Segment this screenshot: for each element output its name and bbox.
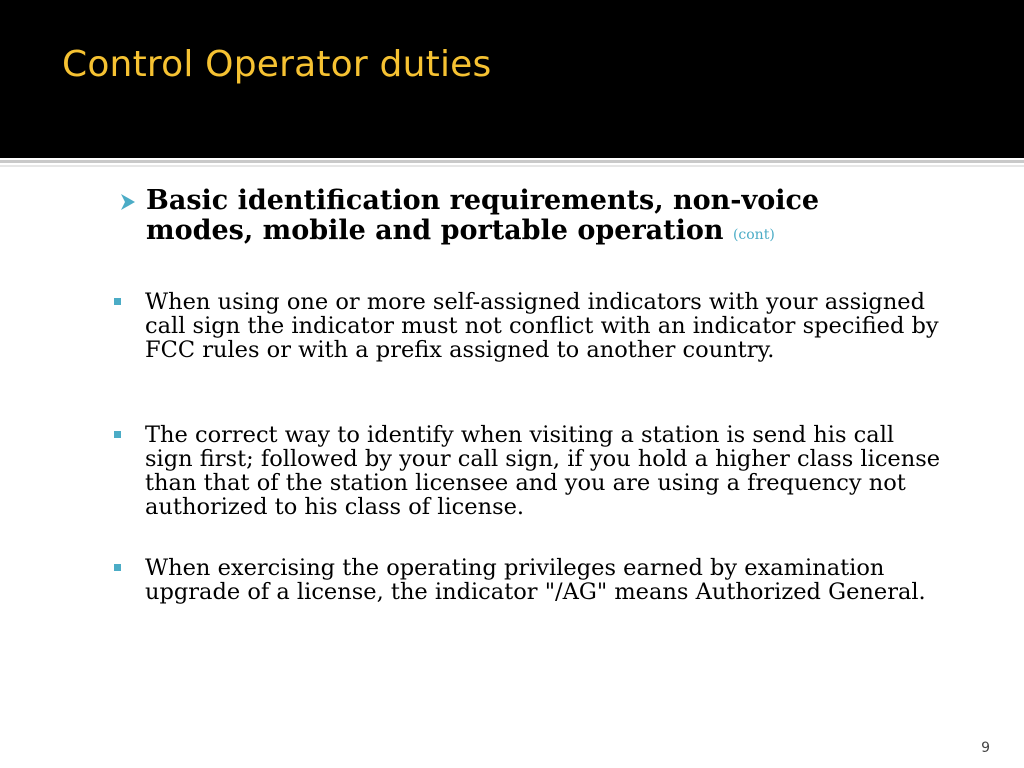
heading-text: Basic identification requirements, non-voice modes, mobile and portable operation xyxy=(146,185,820,246)
square-bullet-icon xyxy=(114,298,121,305)
heading-suffix: (cont) xyxy=(732,227,775,243)
heading-text-block xyxy=(118,186,918,250)
bullet-text: When using one or more self-assigned indicators with your assigned call sign the indicator must not conflict with an indicator specified by FCC rules or with a prefix assigned to another country. xyxy=(145,289,939,363)
page-number: 9 xyxy=(981,740,990,756)
list-item xyxy=(114,290,944,362)
divider-line xyxy=(0,160,1024,163)
square-bullet-icon xyxy=(114,431,121,438)
bullet-text: The correct way to identify when visiting a station is send his call sign first; followed by your call sign, if you hold a higher class license than that of the station licensee and you are using a frequency not authorized to his class of license. xyxy=(145,422,941,520)
heading-bullet xyxy=(118,186,918,250)
square-bullet-icon xyxy=(114,564,121,571)
arrow-bullet-icon xyxy=(118,192,138,212)
slide-title: Control Operator duties xyxy=(62,44,492,85)
divider-line-light xyxy=(0,165,1024,167)
list-item xyxy=(114,556,944,604)
bullet-text: When exercising the operating privileges earned by examination upgrade of a license, the indicator "/AG" means Authorized General. xyxy=(145,555,926,605)
title-bar xyxy=(0,0,1024,158)
list-item xyxy=(114,423,944,519)
